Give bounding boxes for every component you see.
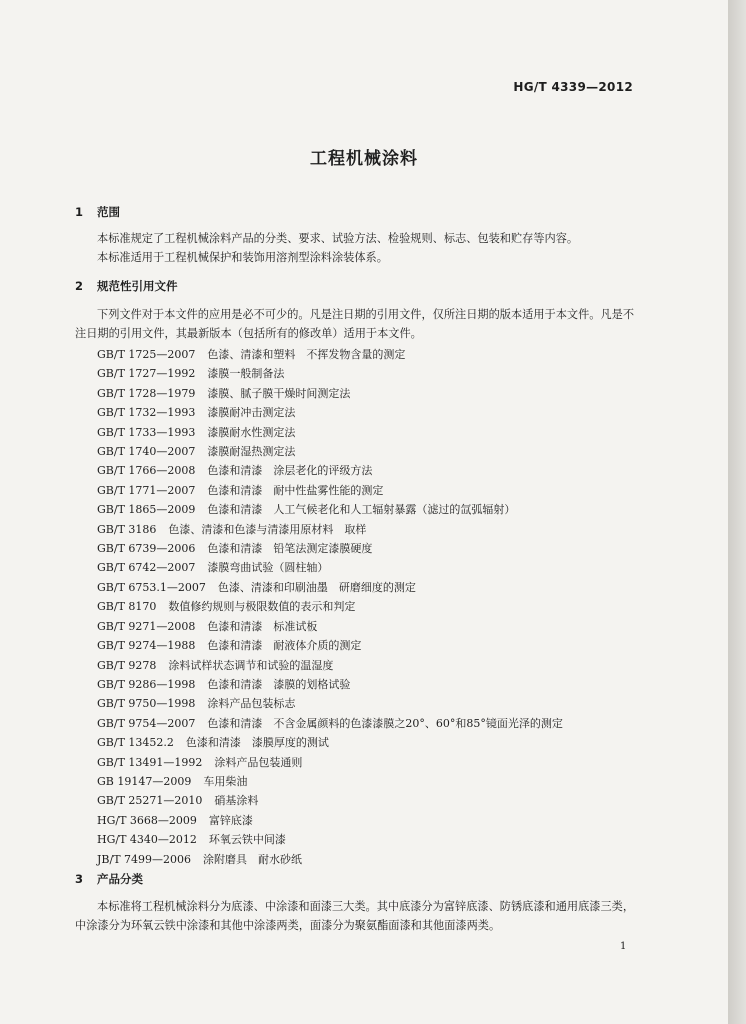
reference-code: GB/T 9754—2007	[97, 716, 196, 730]
paragraph	[75, 229, 637, 248]
reference-code: GB/T 9750—1998	[97, 697, 196, 711]
reference-title: 漆膜弯曲试验（圆柱轴）	[207, 561, 329, 575]
reference-list	[97, 345, 563, 869]
section-heading-scope	[75, 204, 120, 220]
reference-item	[97, 403, 563, 422]
reference-item	[97, 636, 563, 655]
reference-code: GB/T 1725—2007	[97, 348, 196, 361]
section-number: 3	[75, 872, 84, 886]
reference-item	[97, 461, 563, 480]
reference-title: 色漆、清漆和塑料 不挥发物含量的测定	[207, 348, 406, 361]
section-title: 产品分类	[97, 872, 143, 886]
reference-code: GB/T 8170	[97, 600, 157, 614]
paragraph-text: 本标准规定了工程机械涂料产品的分类、要求、试验方法、检验规则、标志、包装和贮存等内容。	[97, 232, 579, 245]
page-edge	[728, 0, 746, 1024]
reference-item	[97, 520, 563, 539]
reference-item	[97, 617, 563, 636]
reference-title: 漆膜耐水性测定法	[207, 425, 296, 439]
reference-item	[97, 675, 563, 694]
reference-code: GB/T 9274—1988	[97, 639, 196, 653]
reference-title: 漆膜耐冲击测定法	[207, 406, 296, 420]
reference-item	[97, 791, 563, 810]
section-heading-normative-references	[75, 278, 178, 294]
reference-item	[97, 694, 563, 713]
reference-title: 色漆和清漆 涂层老化的评级方法	[207, 464, 373, 478]
reference-title: 色漆和清漆 耐中性盐雾性能的测定	[207, 483, 384, 497]
reference-title: 漆膜耐湿热测定法	[207, 445, 296, 459]
reference-item	[97, 772, 563, 791]
reference-code: HG/T 3668—2009	[97, 813, 197, 827]
reference-item	[97, 364, 563, 383]
reference-item	[97, 384, 563, 403]
reference-code: GB/T 9286—1998	[97, 677, 196, 691]
reference-title: 涂料产品包装通则	[214, 755, 303, 769]
reference-title: 涂附磨具 耐水砂纸	[203, 852, 303, 866]
reference-item	[97, 558, 563, 577]
reference-code: JB/T 7499—2006	[97, 852, 192, 866]
reference-code: GB/T 1865—2009	[97, 503, 196, 517]
reference-title: 色漆和清漆 漆膜厚度的测试	[185, 736, 329, 750]
reference-code: GB/T 6739—2006	[97, 542, 196, 556]
reference-title: 色漆和清漆 耐液体介质的测定	[207, 639, 362, 653]
paragraph-text: 下列文件对于本文件的应用是必不可少的。凡是注日期的引用文件，仅所注日期的版本适用于本文件。凡是不注日期的引用文件，其最新版本（包括所有的修改单）适用于本文件。	[75, 308, 635, 340]
reference-title: 色漆、清漆和色漆与清漆用原材料 取样	[168, 522, 367, 536]
reference-item	[97, 656, 563, 675]
reference-code: GB/T 13491—1992	[97, 755, 203, 769]
reference-code: GB/T 1727—1992	[97, 367, 196, 381]
paragraph	[75, 897, 637, 935]
reference-item	[97, 578, 563, 597]
section-number: 2	[75, 279, 84, 293]
paragraph	[75, 305, 637, 343]
reference-code: GB/T 6753.1—2007	[97, 580, 206, 594]
reference-title: 漆膜、腻子膜干燥时间测定法	[207, 386, 351, 400]
reference-code: HG/T 4340—2012	[97, 833, 197, 847]
reference-item	[97, 423, 563, 442]
reference-title: 色漆和清漆 不含金属颜料的色漆漆膜之20°、60°和85°镜面光泽的测定	[207, 716, 563, 730]
reference-code: GB/T 1740—2007	[97, 445, 196, 459]
reference-item	[97, 597, 563, 616]
paragraph-text: 本标准适用于工程机械保护和装饰用溶剂型涂料涂装体系。	[97, 251, 388, 264]
reference-item	[97, 481, 563, 500]
reference-code: GB/T 13452.2	[97, 736, 174, 750]
reference-code: GB/T 9278	[97, 658, 157, 672]
reference-item	[97, 850, 563, 869]
reference-title: 富锌底漆	[208, 813, 253, 827]
reference-code: GB/T 3186	[97, 522, 157, 536]
reference-code: GB/T 1728—1979	[97, 386, 196, 400]
reference-code: GB/T 6742—2007	[97, 561, 196, 575]
paragraph-text: 本标准将工程机械涂料分为底漆、中涂漆和面漆三大类。其中底漆分为富锌底漆、防锈底漆和通用底漆三类，中涂漆分为环氧云铁中涂漆和其他中涂漆两类，面漆分为聚氨酯面漆和其他面漆两类。	[75, 900, 635, 932]
paragraph	[75, 248, 637, 267]
reference-item	[97, 830, 563, 849]
reference-title: 车用柴油	[203, 774, 248, 788]
standard-code: HG/T 4339—2012	[513, 80, 633, 94]
reference-title: 硝基涂料	[214, 794, 259, 808]
reference-code: GB/T 1771—2007	[97, 483, 196, 497]
section-title: 规范性引用文件	[97, 279, 178, 293]
reference-item	[97, 733, 563, 752]
reference-item	[97, 500, 563, 519]
reference-code: GB/T 9271—2008	[97, 619, 196, 633]
reference-item	[97, 345, 563, 364]
reference-item	[97, 811, 563, 830]
reference-title: 色漆和清漆 人工气候老化和人工辐射暴露（滤过的氙弧辐射）	[207, 503, 516, 517]
reference-item	[97, 714, 563, 733]
reference-title: 色漆、清漆和印刷油墨 研磨细度的测定	[217, 580, 416, 594]
section-heading-product-classification	[75, 871, 143, 887]
reference-title: 色漆和清漆 铅笔法测定漆膜硬度	[207, 542, 373, 556]
reference-title: 涂料试样状态调节和试验的温湿度	[168, 658, 334, 672]
reference-code: GB/T 1732—1993	[97, 406, 196, 420]
page-number: 1	[620, 941, 627, 952]
reference-title: 漆膜一般制备法	[207, 367, 285, 381]
reference-code: GB/T 25271—2010	[97, 794, 203, 808]
reference-title: 色漆和清漆 标准试板	[207, 619, 318, 633]
reference-title: 数值修约规则与极限数值的表示和判定	[168, 600, 356, 614]
document-title: 工程机械涂料	[310, 149, 418, 169]
section-title: 范围	[97, 205, 120, 219]
reference-title: 环氧云铁中间漆	[208, 833, 286, 847]
reference-code: GB/T 1733—1993	[97, 425, 196, 439]
section-number: 1	[75, 205, 84, 219]
reference-code: GB 19147—2009	[97, 774, 192, 788]
reference-title: 涂料产品包装标志	[207, 697, 296, 711]
reference-item	[97, 753, 563, 772]
reference-item	[97, 539, 563, 558]
reference-title: 色漆和清漆 漆膜的划格试验	[207, 677, 351, 691]
reference-item	[97, 442, 563, 461]
reference-code: GB/T 1766—2008	[97, 464, 196, 478]
